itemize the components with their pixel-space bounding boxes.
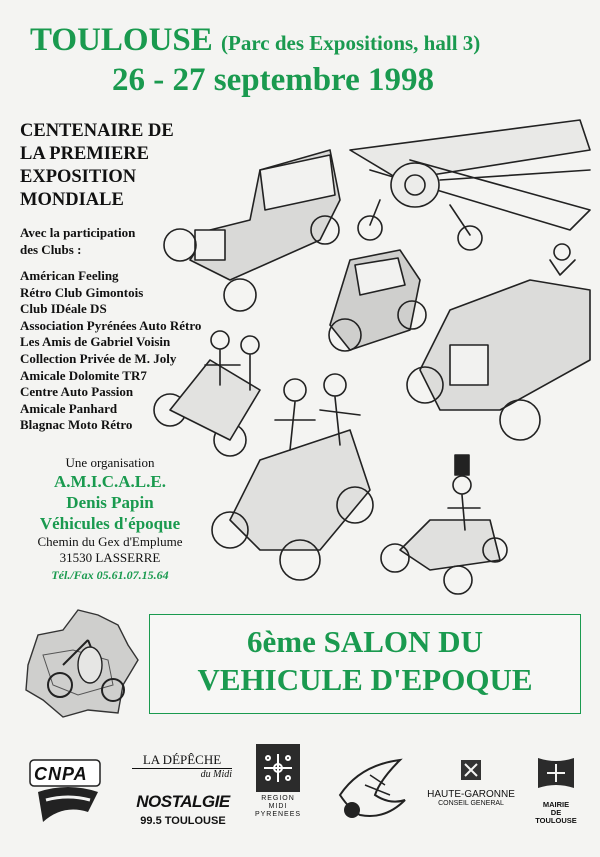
organisation-name: Denis Papin [66, 493, 154, 512]
region-name [252, 795, 304, 819]
event-dates: 26 - 27 septembre 1998 [112, 62, 435, 98]
club-item: Club IDéale DS [20, 301, 107, 317]
bird-emblem-icon [330, 755, 410, 830]
quadricycle-drawing [154, 331, 260, 456]
organisation-address: Chemin du Gex d'Emplume [37, 534, 183, 549]
occitan-cross-icon [256, 744, 300, 792]
hg-title: HAUTE-GARONNE [427, 789, 515, 800]
nostalgie-title: NOSTALGIE [136, 792, 230, 811]
convertible-drawing [407, 244, 590, 440]
city-name: TOULOUSE [30, 22, 213, 58]
centenaire-line: CENTENAIRE DE [20, 121, 174, 141]
depeche-subtitle: du Midi [200, 769, 232, 780]
airplane-drawing [350, 120, 590, 250]
nostalgie-logo [133, 792, 233, 837]
centenaire-line: MONDIALE [20, 190, 124, 210]
hg-emblem-icon [459, 758, 483, 782]
sedan-drawing [164, 150, 340, 311]
coupe-drawing [329, 250, 426, 351]
club-item: Blagnac Moto Rétro [20, 417, 133, 433]
club-item: Centre Auto Passion [20, 384, 134, 400]
mairie-logo [530, 754, 582, 826]
mairie-line: MAIRIE [542, 800, 570, 809]
mairie-line: DE [550, 808, 562, 817]
organisation-name: A.M.I.C.A.L.E. [54, 472, 166, 491]
nostalgie-frequency: 99.5 TOULOUSE [140, 815, 226, 827]
club-item: Amicale Panhard [20, 400, 118, 416]
region-line: MIDI [268, 803, 288, 810]
vintage-vehicles-illustration [150, 110, 600, 610]
club-item: Collection Privée de M. Joly [20, 350, 177, 366]
venue-text: (Parc des Expositions, hall 3) [221, 31, 481, 55]
club-item: Les Amis de Gabriel Voisin [20, 334, 171, 350]
participation-line: Avec la participation [20, 225, 136, 240]
regional-map-logo [18, 605, 146, 723]
centenaire-line: LA PREMIERE [20, 144, 150, 164]
haute-garonne-logo [425, 758, 517, 808]
salon-line-2: VEHICULE D'EPOQUE [197, 662, 533, 697]
region-line: PYRENEES [254, 811, 302, 818]
toulouse-flag-icon [534, 754, 578, 794]
region-logo [252, 744, 304, 840]
region-line: REGION [261, 795, 295, 802]
hg-subtitle: CONSEIL GENERAL [438, 800, 504, 807]
title-city [30, 22, 480, 59]
participation-intro [20, 224, 135, 258]
club-item: Américan Feeling [20, 268, 119, 283]
cnpa-text: CNPA [34, 764, 88, 784]
organisation-phone: Tél./Fax 05.61.07.15.64 [51, 568, 169, 582]
club-item: Rétro Club Gimontois [20, 284, 144, 300]
club-item: Amicale Dolomite TR7 [20, 367, 147, 383]
salon-banner [149, 614, 581, 714]
depeche-logo [132, 752, 232, 788]
organisation-name: Véhicules d'époque [39, 514, 181, 533]
salon-line-1: 6ème SALON DU [247, 624, 483, 659]
club-item: Association Pyrénées Auto Rétro [20, 317, 202, 333]
organisation-intro: Une organisation [65, 455, 155, 470]
mairie-line: TOULOUSE [535, 816, 577, 825]
centenaire-line: EXPOSITION [20, 167, 137, 187]
depeche-title: LA DÉPÊCHE [132, 752, 232, 769]
participation-line: des Clubs : [20, 242, 82, 257]
tiny-car-drawing [381, 455, 507, 594]
organisation-address: 31530 LASSERRE [59, 550, 161, 565]
mairie-name [530, 801, 582, 825]
cnpa-logo [28, 752, 106, 832]
